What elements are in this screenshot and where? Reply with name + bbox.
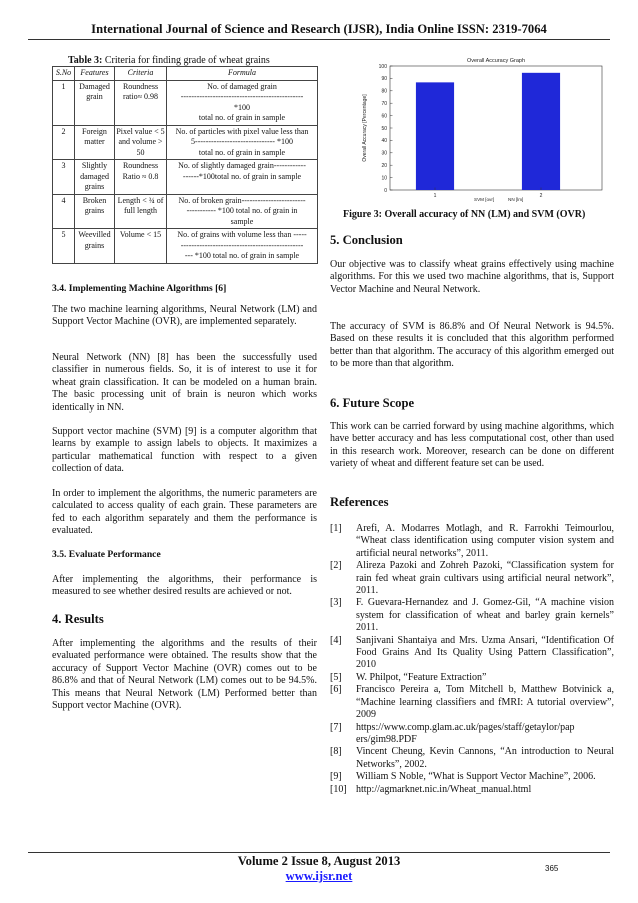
table-cell-sno: 5 bbox=[53, 229, 75, 264]
y-tick-label: 70 bbox=[381, 101, 387, 107]
reference-item bbox=[330, 523, 614, 560]
table-header-cell: Formula bbox=[167, 67, 318, 81]
table-cell-criteria bbox=[115, 125, 167, 160]
reference-item bbox=[330, 684, 614, 721]
table-cell-feature bbox=[75, 160, 115, 195]
reference-text: F. Guevara-Hernandez and J. Gomez-Gil, “A machine vision system for classification of wheat and barley grain kernels” 2011. bbox=[356, 597, 614, 634]
table-header-cell: Criteria bbox=[115, 67, 167, 81]
cell-line: No. of grains with volume less than ----- bbox=[177, 230, 307, 239]
cell-line: ratio≈ 0.98 bbox=[122, 92, 159, 101]
table-cell-sno: 3 bbox=[53, 160, 75, 195]
table-caption-label: Table 3: bbox=[68, 55, 103, 66]
figure-caption: Figure 3: Overall accuracy of NN (LM) and SVM (OVR) bbox=[343, 209, 586, 220]
cell-line: ------*100total no. of grain in sample bbox=[182, 171, 302, 181]
cell-line: No. of particles with pixel value less than bbox=[175, 126, 309, 136]
reference-number: [2] bbox=[330, 560, 342, 572]
reference-item bbox=[330, 672, 614, 684]
table-row bbox=[53, 80, 318, 125]
reference-text: Alireza Pazoki and Zohreh Pazoki, “Classification system for rain fed wheat grain cultivars using artificial neural network”, 2011. bbox=[356, 560, 614, 597]
cell-line: grain bbox=[86, 92, 103, 101]
table-cell-criteria bbox=[115, 194, 167, 229]
table-cell-criteria bbox=[115, 229, 167, 264]
cell-line: grains bbox=[84, 182, 105, 191]
reference-number: [1] bbox=[330, 523, 342, 534]
table-row bbox=[53, 229, 318, 264]
reference-item bbox=[330, 597, 614, 634]
table-cell-formula bbox=[167, 229, 318, 264]
table-cell-criteria bbox=[115, 160, 167, 195]
table-cell-feature bbox=[75, 194, 115, 229]
reference-text: http://agmarknet.nic.in/Wheat_manual.html bbox=[356, 783, 532, 795]
reference-number: [8] bbox=[330, 746, 342, 758]
reference-number: [10] bbox=[330, 783, 347, 795]
reference-item bbox=[330, 560, 614, 597]
cell-line: Ratio ≈ 0.8 bbox=[122, 171, 159, 181]
cell-line: sample bbox=[230, 216, 254, 226]
cell-line: Weevilled bbox=[78, 230, 111, 239]
paragraph: Our objective was to classify wheat grains effectively using machine algorithms. For this we used two machine algorithms, that is, Support Vector Machine and Neural Network. bbox=[330, 259, 614, 295]
footer-website-link[interactable]: www.ijsr.net bbox=[285, 869, 353, 883]
table-header-cell: S.No bbox=[53, 67, 75, 81]
y-tick-label: 30 bbox=[381, 150, 387, 157]
y-tick-label: 80 bbox=[381, 88, 387, 95]
reference-text: William S Noble, “What is Support Vector Machine”, 2006. bbox=[356, 771, 596, 783]
table-row bbox=[53, 160, 318, 195]
cell-line: --- *100 total no. of grain in sample bbox=[184, 251, 300, 260]
y-tick-label: 100 bbox=[378, 63, 387, 70]
header-rule bbox=[28, 39, 610, 40]
cell-line: full length bbox=[123, 206, 158, 215]
section-4-heading: 4. Results bbox=[52, 612, 104, 626]
paragraph: The two machine learning algorithms, Neural Network (LM) and Support Vector Machine (OVR), are implemented separately. bbox=[52, 304, 317, 328]
reference-item bbox=[330, 635, 614, 672]
cell-line: Broken bbox=[82, 195, 107, 205]
reference-text: Sanjivani Shantaiya and Mrs. Uzma Ansari, “Identification Of Food Grains And Its Quality Using Pattern Classification”, 2010 bbox=[356, 634, 614, 671]
cell-line: Volume < 15 bbox=[119, 230, 162, 239]
y-tick-label: 50 bbox=[381, 125, 387, 132]
paragraph: The accuracy of SVM is 86.8% and Of Neural Network is 94.5%. Based on these results it is concluded that this algorithm performed better than that algorithm. The accuracy of this algorithm emerged out to be more than that algorithm. bbox=[330, 321, 614, 370]
cell-line: Foreign bbox=[82, 126, 107, 136]
x-tick-label: 2 bbox=[539, 193, 543, 199]
section-6-heading: 6. Future Scope bbox=[330, 396, 415, 410]
table-cell-sno: 4 bbox=[53, 194, 75, 229]
paragraph: After implementing the algorithms and the results of their evaluated performance were obtained. The results show that the accuracy of Support Vector Machine (OVR) comes out to be 86.8% and that of Neural Network (LM) comes out to be 94.5%. This means that Neural Network (LM) Performed better than Support vector Machine (OVR). bbox=[52, 638, 317, 712]
cell-line: No. of slightly damaged grain------------ bbox=[178, 161, 306, 170]
cell-line: damaged bbox=[80, 171, 109, 181]
reference-number: [9] bbox=[330, 771, 342, 783]
paragraph: This work can be carried forward by using machine algorithms, which have better accuracy and has less computational cost, other than used in this research work. Moreover, research can be done on different variety of wheat and different feature set can be used. bbox=[330, 421, 614, 470]
cell-line: total no. of grain in sample bbox=[198, 113, 286, 122]
table-row bbox=[53, 194, 318, 229]
cell-line: grains bbox=[84, 240, 105, 250]
cell-line: ---------------------------------------------- bbox=[180, 240, 304, 250]
cell-line: Length < ¾ of bbox=[117, 195, 164, 205]
table-cell-feature bbox=[75, 80, 115, 125]
y-tick-label: 10 bbox=[381, 175, 387, 182]
bar-svm bbox=[416, 82, 454, 190]
cell-line: 5------------------------------ *100 bbox=[191, 137, 293, 146]
table-cell-formula bbox=[167, 80, 318, 125]
table-cell-sno: 2 bbox=[53, 125, 75, 160]
table-header-row bbox=[53, 67, 318, 81]
reference-text: Arefi, A. Modarres Motlagh, and R. Farrokhi Teimourlou, “Wheat class identification using computer vision system and artificial neural networks”, 2011. bbox=[356, 523, 614, 559]
cell-line: Damaged bbox=[79, 81, 110, 91]
reference-item bbox=[330, 722, 614, 747]
cell-line: Slightly bbox=[81, 161, 108, 170]
cell-line: total no. of grain in sample bbox=[198, 147, 286, 157]
cell-line: No. of broken grain------------------------ bbox=[178, 195, 306, 205]
reference-number: [6] bbox=[330, 684, 342, 696]
section-5-heading: 5. Conclusion bbox=[330, 233, 403, 247]
footer-rule bbox=[28, 852, 610, 853]
reference-number: [7] bbox=[330, 721, 342, 733]
legend-entry: SVM [ovr] bbox=[474, 197, 495, 202]
reference-list bbox=[330, 523, 614, 796]
reference-item bbox=[330, 771, 614, 783]
reference-text: W. Philpot, “Feature Extraction” bbox=[356, 671, 487, 683]
paragraph: Support vector machine (SVM) [9] is a computer algorithm that learns by example to assign labels to objects. It maximizes a particular mathematical function with respect to a given collection of data. bbox=[52, 426, 317, 475]
paragraph: After implementing the algorithms, their performance is measured to see whether desired results are achieved or not. bbox=[52, 574, 317, 598]
x-tick-label: 1 bbox=[433, 193, 437, 199]
table-row bbox=[53, 125, 318, 160]
reference-item bbox=[330, 746, 614, 771]
table-cell-feature bbox=[75, 125, 115, 160]
y-tick-label: 0 bbox=[384, 187, 387, 194]
table-cell-formula bbox=[167, 194, 318, 229]
cell-line: grains bbox=[84, 206, 105, 215]
grade-criteria-table bbox=[52, 66, 318, 264]
references-heading: References bbox=[330, 495, 389, 509]
y-tick-label: 40 bbox=[381, 138, 387, 145]
cell-line: and volume > bbox=[118, 137, 163, 146]
section-3-5-heading: 3.5. Evaluate Performance bbox=[52, 549, 161, 560]
footer-volume: Volume 2 Issue 8, August 2013 bbox=[237, 854, 401, 868]
cell-line: Roundness bbox=[122, 81, 159, 91]
reference-number: [3] bbox=[330, 597, 342, 609]
accuracy-bar-chart bbox=[358, 54, 608, 204]
journal-header: International Journal of Science and Research (IJSR), India Online ISSN: 2319-7064 bbox=[91, 22, 547, 36]
table-cell-formula bbox=[167, 160, 318, 195]
reference-text: Francisco Pereira a, Tom Mitchell b, Matthew Botvinick a, “Machine learning classifiers and fMRI: A tutorial overview”, 2009 bbox=[356, 684, 614, 721]
cell-line: ----------- *100 total no. of grain in bbox=[186, 206, 298, 215]
table-caption-text: Criteria for finding grade of wheat grains bbox=[102, 55, 270, 66]
cell-line: ---------------------------------------------- bbox=[180, 92, 304, 101]
table-cell-sno: 1 bbox=[53, 80, 75, 125]
section-3-4-heading: 3.4. Implementing Machine Algorithms [6] bbox=[52, 283, 227, 294]
legend-entry: NN [lm] bbox=[508, 197, 524, 202]
cell-line: Pixel value < 5 bbox=[116, 126, 165, 136]
y-tick-label: 60 bbox=[381, 113, 387, 120]
cell-line: *100 bbox=[234, 102, 250, 112]
cell-line: 50 bbox=[136, 147, 145, 157]
table-header-cell: Features bbox=[75, 67, 115, 81]
paragraph: Neural Network (NN) [8] has been the successfully used classifier in numerous fields. So, it is of interest to use it for wheat grain classification. It can be modeled on a human brain. The basic processing unit of brain is neuron which works identically in NN. bbox=[52, 352, 317, 413]
cell-line: No. of damaged grain bbox=[207, 81, 277, 91]
reference-number: [4] bbox=[330, 634, 342, 646]
reference-text: Vincent Cheung, Kevin Cannons, “An introduction to Neural Networks”, 2002. bbox=[356, 746, 614, 770]
reference-text: https://www.comp.glam.ac.uk/pages/staff/getaylor/pap ers/gim98.PDF bbox=[356, 721, 575, 745]
table-caption bbox=[68, 55, 270, 66]
chart-y-label: Overall Accuracy [Percentage] bbox=[362, 94, 368, 162]
table-cell-formula bbox=[167, 125, 318, 160]
paragraph: In order to implement the algorithms, the numeric parameters are calculated to access quality of each grain. These parameters are fed to each algorithm separately and them the performance is evaluated. bbox=[52, 488, 317, 537]
reference-item bbox=[330, 784, 614, 796]
cell-line: Roundness bbox=[122, 161, 159, 170]
y-tick-label: 90 bbox=[381, 76, 387, 83]
table-cell-criteria bbox=[115, 80, 167, 125]
y-tick-label: 20 bbox=[381, 163, 387, 169]
page-number: 365 bbox=[545, 864, 559, 873]
bar-nn bbox=[522, 73, 560, 190]
reference-number: [5] bbox=[330, 671, 342, 683]
cell-line: matter bbox=[84, 137, 105, 146]
chart-title: Overall Accuracy Graph bbox=[466, 58, 526, 64]
table-cell-feature bbox=[75, 229, 115, 264]
